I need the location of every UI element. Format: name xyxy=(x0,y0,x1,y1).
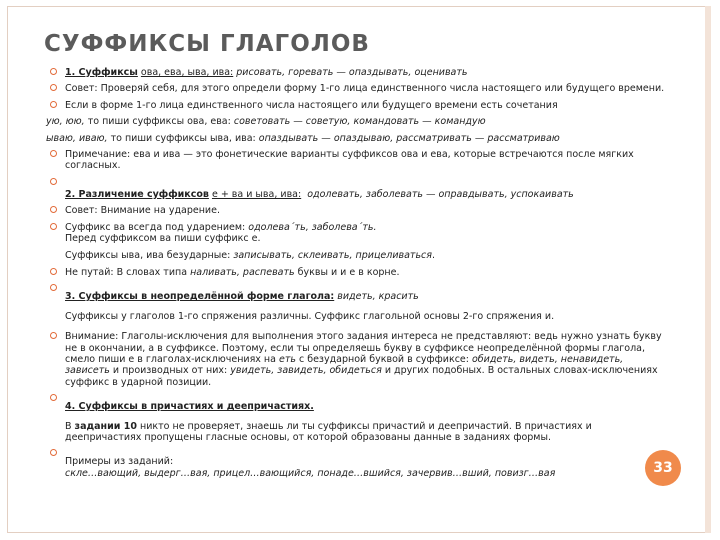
rule-1-mid: то пиши суффиксы ова, ева: xyxy=(84,116,234,128)
attention-eti: еть xyxy=(278,353,296,365)
bullet-examples xyxy=(46,448,666,479)
bullet-section-2-advice xyxy=(46,205,666,216)
bullet-ring-icon xyxy=(50,449,57,456)
rule-2-mid: то пиши суффиксы ыва, ива: xyxy=(107,132,259,144)
section-3-heading: 3. Суффиксы в неопределённой форме глагола: xyxy=(65,291,335,303)
section-2-examples: одолевать, заболевать — оправдывать, успокаивать xyxy=(307,188,574,200)
bullet-ring-icon xyxy=(50,206,57,213)
section-1-heading: 1. Суффиксы xyxy=(65,67,138,78)
bullet-ring-icon xyxy=(50,268,57,275)
bullet-ring-icon xyxy=(50,394,57,401)
section-4-task: задании 10 xyxy=(74,420,137,432)
bullet-confuse xyxy=(46,267,666,278)
confuse-end: буквы и и е в корне. xyxy=(294,266,400,278)
section-2-advice: Совет: Внимание на ударение. xyxy=(65,205,220,217)
rule-2-endings: ываю, иваю, xyxy=(46,132,108,144)
attention-examples-2: увидеть, завидеть, обидеться xyxy=(230,365,382,377)
slide-content xyxy=(46,67,666,484)
examples-list: скле…вающий, выдерг…вая, прицел…вающийся, понаде…вшийся, зачервив…вший, повизг…вая xyxy=(65,467,556,479)
advice-text: Совет: Проверяй себя, для этого определи форму 1-го лица единственного числа настоящего или будущего времени. xyxy=(65,83,665,95)
attention-text-2: с безударной буквой в суффиксе: xyxy=(295,353,472,365)
unstressed-examples: записывать, склеивать, прицеливаться xyxy=(233,250,432,262)
bullet-ring-icon xyxy=(50,68,57,75)
stress-examples: одолева´ть, заболева´ть. xyxy=(248,221,377,233)
section-3-examples: видеть, красить xyxy=(337,291,419,303)
page-number-badge: 33 xyxy=(645,450,681,486)
slide-edge-stripe xyxy=(705,6,711,533)
attention-text-4: и других подобных. В остальных словах-исключениях суффикс в ударной позиции. xyxy=(65,365,658,388)
bullet-advice xyxy=(46,83,666,94)
section-1-examples: рисовать, горевать — опаздывать, оценивать xyxy=(236,67,468,78)
bullet-ring-icon xyxy=(50,178,57,185)
section-2-suffixes: е + ва и ыва, ива: xyxy=(211,188,302,200)
rule-2-line xyxy=(46,133,666,144)
rule-1-examples: советовать — советую, командовать — командую xyxy=(233,116,486,128)
examples-heading: Примеры из заданий: xyxy=(65,456,174,468)
unstressed-end: . xyxy=(432,250,436,262)
rule-1-endings: ую, юю, xyxy=(46,116,85,128)
bullet-section-2 xyxy=(46,189,666,200)
rule-1-line-2 xyxy=(46,116,666,127)
bullet-note xyxy=(46,149,666,172)
bullet-suffixes-1 xyxy=(46,67,666,78)
stress-text: Суффикс ва всегда под ударением: xyxy=(65,221,249,233)
attention-text-1: Внимание: Глаголы-исключения для выполнения этого задания интереса не представляют: ведь нужно узнать букву не в окончании, а в суффиксе. Поэтому, если ты определяешь букву в суффиксе неопределённой формы глагола, смело пиши е в глаголах-исключениях на xyxy=(65,331,662,365)
bullet-section-4 xyxy=(46,393,666,443)
rule-2-examples: опаздывать — опаздываю, рассматривать — рассматриваю xyxy=(258,132,560,144)
section-1-suffixes: ова, ева, ыва, ива: xyxy=(140,67,234,78)
bullet-ring-icon xyxy=(50,150,57,157)
stress-line-2: Перед суффиксом ва пиши суффикс е. xyxy=(65,233,261,245)
unstressed-text: Суффиксы ыва, ива безударные: xyxy=(65,250,234,262)
section-4-text: никто не проверяет, знаешь ли ты суффиксы причастий и деепричастий. В причастиях и деепричастиях пропущены гласные основы, от которой образованы данные в заданиях формы. xyxy=(65,420,592,443)
confuse-examples: наливать, распевать xyxy=(190,266,295,278)
bullet-section-3 xyxy=(46,283,666,322)
attention-text-3: и производных от них: xyxy=(109,365,231,377)
bullet-attention xyxy=(46,331,666,388)
bullet-ring-icon xyxy=(50,223,57,230)
section-2-heading: 2. Различение суффиксов xyxy=(65,188,209,200)
bullet-ring-icon xyxy=(50,284,57,291)
confuse-text: Не путай: В словах типа xyxy=(65,266,191,278)
note-text: Примечание: ева и ива — это фонетические варианты суффиксов ова и ева, которые встречаются после мягких согласных. xyxy=(65,149,634,172)
bullet-ring-icon xyxy=(50,101,57,108)
section-3-text: Суффиксы у глаголов 1-го спряжения различны. Суффикс глагольной основы 2-го спряжения и. xyxy=(65,310,555,322)
bullet-empty-1 xyxy=(46,177,666,187)
bullet-ring-icon xyxy=(50,332,57,339)
bullet-stress xyxy=(46,222,666,262)
attention-examples-1: обидеть, видеть, ненавидеть, зависеть xyxy=(65,353,624,377)
bullet-rule-1 xyxy=(46,100,666,111)
slide-title: СУФФИКСЫ ГЛАГОЛОВ xyxy=(44,31,370,57)
rule-1-text: Если в форме 1-го лица единственного числа настоящего или будущего времени есть сочетания xyxy=(65,99,558,111)
section-4-heading: 4. Суффиксы в причастиях и деепричастиях. xyxy=(65,401,314,413)
section-4-pre: В xyxy=(65,420,75,432)
bullet-ring-icon xyxy=(50,84,57,91)
